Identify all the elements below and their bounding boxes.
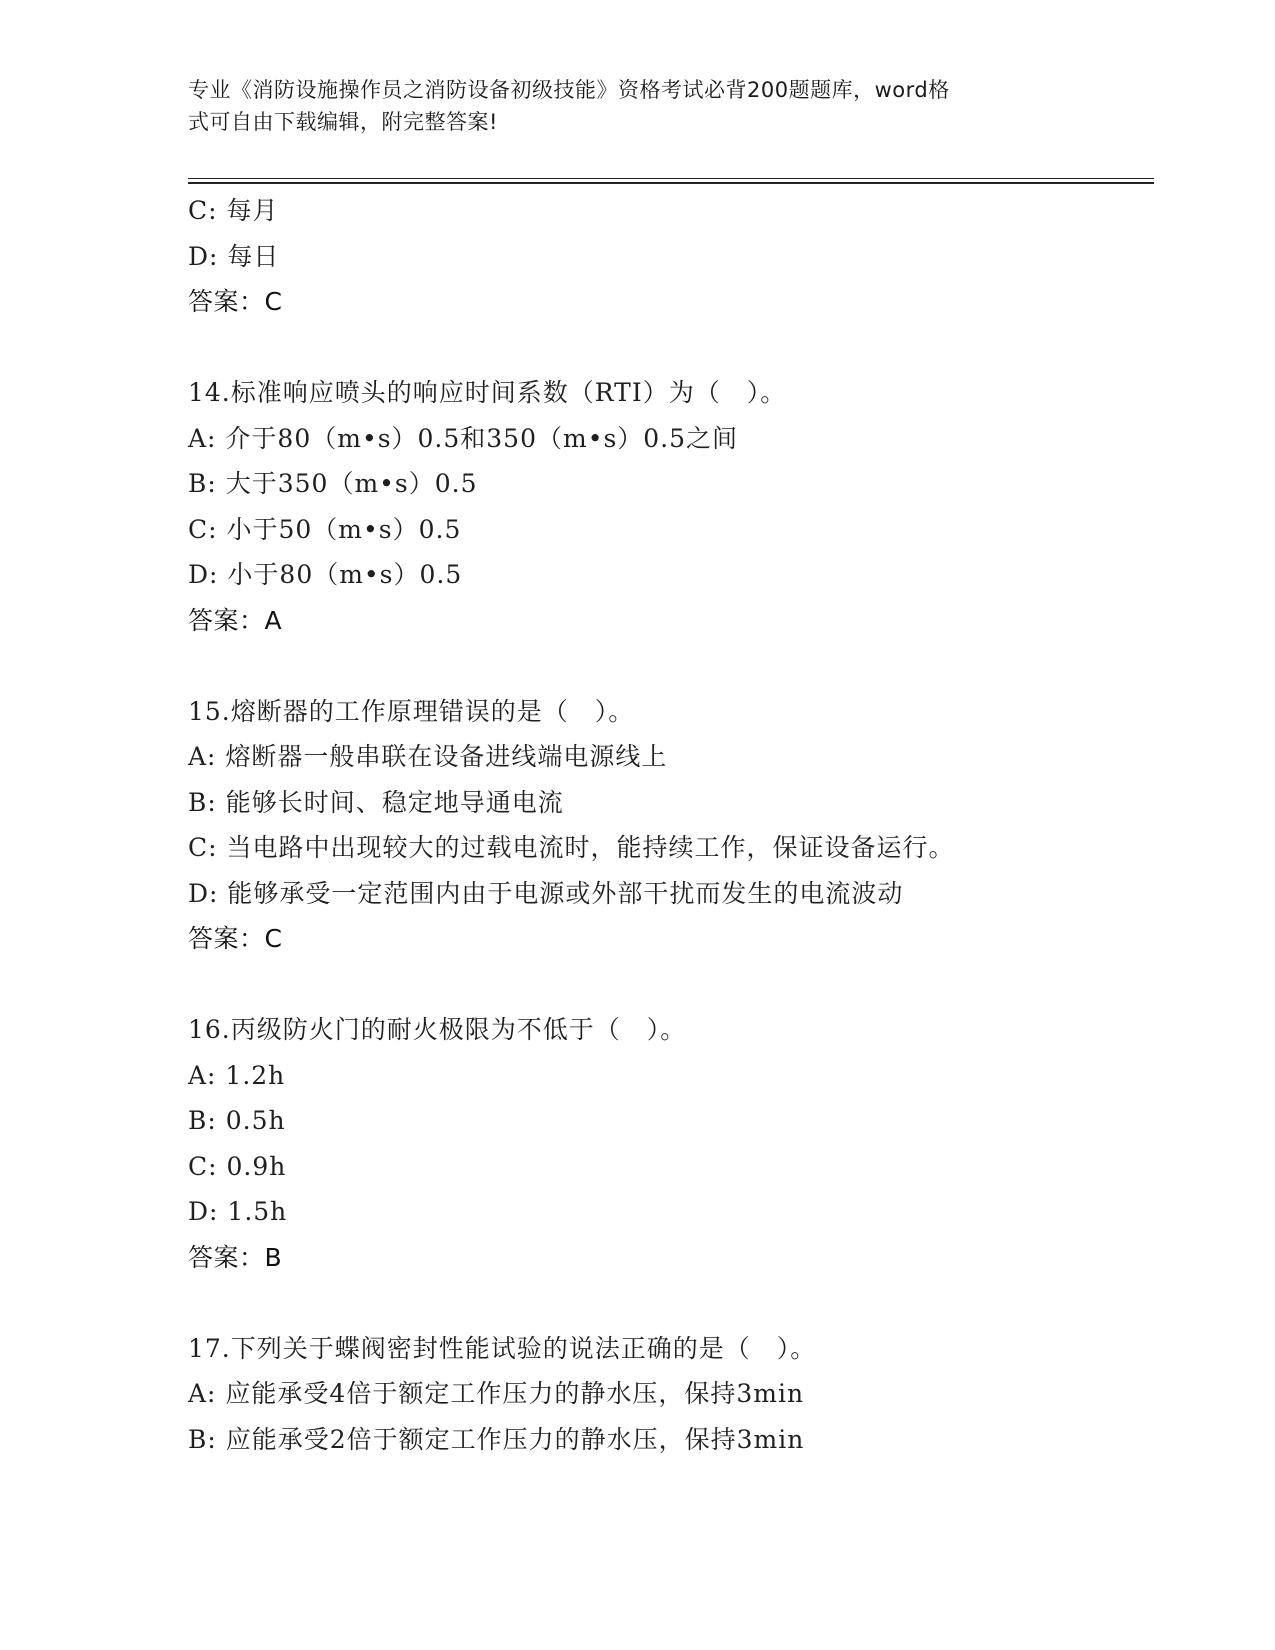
- option-a: A: 1.2h: [188, 1060, 286, 1090]
- header-title-line-1: 专业《消防设施操作员之消防设备初级技能》资格考试必背200题题库，word格: [188, 78, 950, 102]
- option-d: D: 小于80（m•s）0.5: [188, 560, 463, 589]
- option-d: D: 1.5h: [188, 1197, 288, 1226]
- option-d: D: 能够承受一定范围内由于电源或外部干扰而发生的电流波动: [188, 878, 904, 908]
- question-spacer: [188, 643, 1148, 689]
- option-b: B: 应能承受2倍于额定工作压力的静水压，保持3min: [188, 1424, 805, 1454]
- option-a: A: 熔断器一般串联在设备进线端电源线上: [188, 742, 668, 771]
- question-stem: 14.标准响应喷头的响应时间系数（RTI）为（ ）。: [188, 378, 787, 407]
- answer-line: 答案：A: [188, 605, 283, 635]
- question-stem: 15.熔断器的工作原理错误的是（ ）。: [188, 696, 635, 726]
- option-c: C: 每月: [188, 196, 279, 225]
- header-divider-thick: [188, 182, 1154, 184]
- option-c: C: 小于50（m•s）0.5: [188, 514, 462, 544]
- option-c: C: 当电路中出现较大的过载电流时，能持续工作，保证设备运行。: [188, 833, 955, 862]
- question-spacer: [188, 325, 1148, 371]
- question-stem: 16.丙级防火门的耐火极限为不低于（ ）。: [188, 1015, 687, 1044]
- question-spacer: [188, 962, 1148, 1008]
- question-list: [188, 188, 1148, 1462]
- answer-line: 答案：C: [188, 287, 283, 316]
- option-b: B: 大于350（m•s）0.5: [188, 469, 478, 498]
- option-b: B: 能够长时间、稳定地导通电流: [188, 787, 564, 817]
- answer-line: 答案：B: [188, 1242, 283, 1272]
- document-header: [188, 74, 1068, 138]
- option-a: A: 介于80（m•s）0.5和350（m•s）0.5之间: [188, 423, 739, 453]
- option-c: C: 0.9h: [188, 1151, 287, 1181]
- option-d: D: 每日: [188, 241, 280, 271]
- question-spacer: [188, 1280, 1148, 1326]
- answer-line: 答案：C: [188, 924, 283, 953]
- header-divider-thin: [188, 178, 1154, 179]
- option-b: B: 0.5h: [188, 1106, 286, 1135]
- question-stem: 17.下列关于蝶阀密封性能试验的说法正确的是（ ）。: [188, 1333, 817, 1363]
- header-title-line-2: 式可自由下载编辑，附完整答案!: [188, 110, 498, 134]
- option-a: A: 应能承受4倍于额定工作压力的静水压，保持3min: [188, 1379, 805, 1408]
